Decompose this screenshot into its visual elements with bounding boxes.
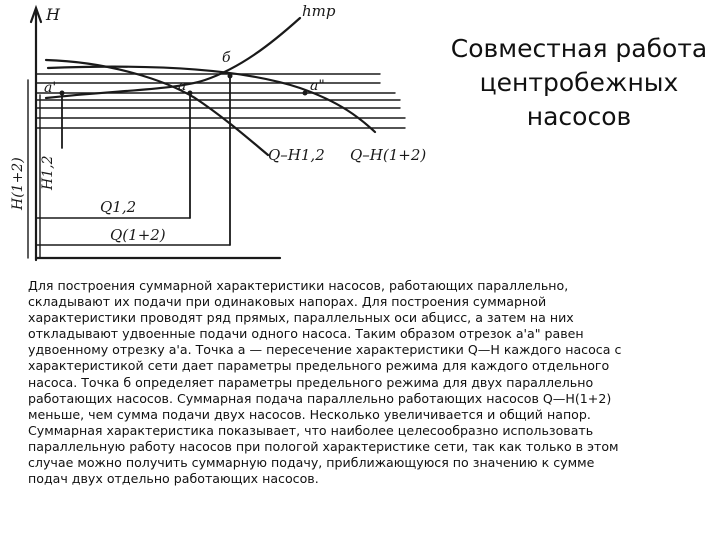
label-point-a: a [178,78,187,94]
point-a-marker [188,91,193,96]
point-a-dprime-marker [303,91,308,96]
label-point-b: б [222,50,231,66]
label-h12: H1,2 [40,155,56,190]
label-curve-qh-sum: Q–H(1+2) [350,146,427,164]
label-point-a-dprime: a" [310,78,325,94]
label-point-a-prime: a' [44,80,57,96]
label-curve-qh12: Q–H1,2 [268,146,325,164]
construction-lines [36,74,405,128]
slide-title: Совместная работа центробежных насосов [450,34,708,131]
slide-body-text: Для построения суммарной характеристики насосов, работающих параллельно, складывают их подачи при одинаковых напорах. Для построения суммарной характеристики проводят ряд прямых, параллельных оси абцисс, а затем на них откладывают удвоенные подачи одного насоса. Таким образом отрезок a'a" равен удвоенному отрезку a'a. Точка a — пересечение характеристики Q—H каждого насоса с характеристикой сети дает параметры предельного режима для каждого отдельного насоса. Точка б определяет параметры предельного режима для двух параллельно работающих насосов. Суммарная подача параллельно работающих насосов Q—H(1+2) меньше, чем сумма подачи двух насосов. Несколько увеличивается и общий напор. Суммарная характеристика показывает, что наиболее целесообразно использовать параллельную работу насосов при пологой характеристике сети, так как только в этом случае можно получить суммарную подачу, приближающуюся по значению к сумме подач двух отдельно работающих насосов. [28,278,622,487]
label-axis-h: H [46,5,60,24]
point-b-marker [228,74,233,79]
label-h-sum: H(1+2) [10,157,26,210]
label-q12: Q1,2 [100,198,137,216]
label-q-sum: Q(1+2) [110,226,166,244]
pump-characteristics-diagram [0,0,440,268]
label-curve-htr: hтр [302,2,336,20]
point-a-prime-marker [60,91,65,96]
